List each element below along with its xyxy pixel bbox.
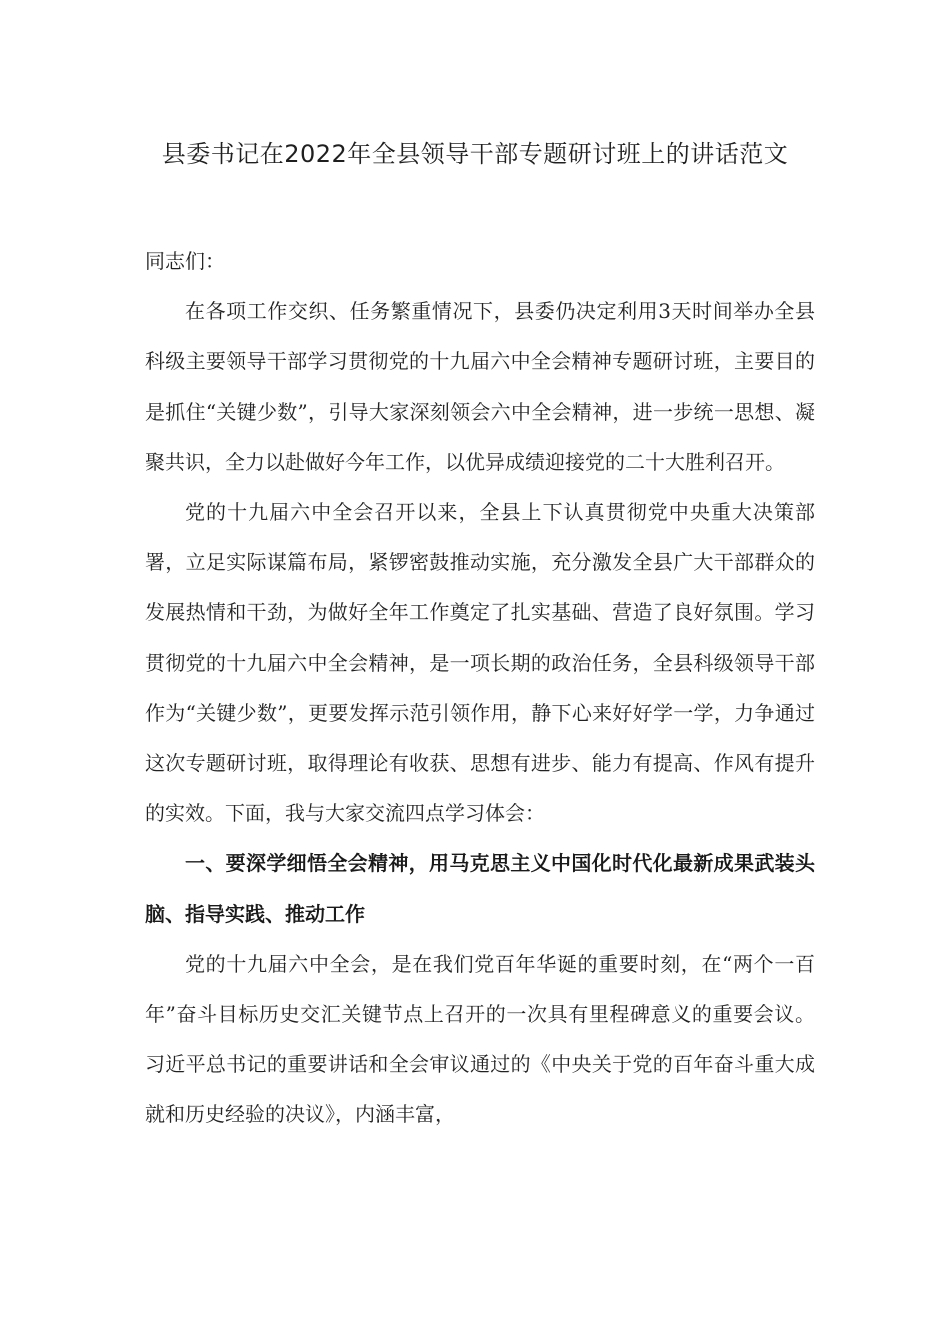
section-heading: 一、要深学细悟全会精神，用马克思主义中国化时代化最新成果武装头脑、指导实践、推动工作	[145, 851, 815, 926]
document-body	[145, 236, 815, 1140]
document-title: 县委书记在2022年全县领导干部专题研讨班上的讲话范文	[161, 140, 789, 168]
paragraph-2: 党的十九届六中全会召开以来，全县上下认真贯彻党中央重大决策部署，立足实际谋篇布局，紧锣密鼓推动实施，充分激发全县广大干部群众的发展热情和干劲，为做好全年工作奠定了扎实基础、营造了良好氛围。学习贯彻党的十九届六中全会精神，是一项长期的政治任务，全县科级领导干部作为“关键少数”，更要发挥示范引领作用，静下心来好好学一学，力争通过这次专题研讨班，取得理论有收获、思想有进步、能力有提高、作风有提升的实效。下面，我与大家交流四点学习体会：	[145, 500, 815, 826]
paragraph-1: 在各项工作交织、任务繁重情况下，县委仍决定利用3天时间举办全县科级主要领导干部学习贯彻党的十九届六中全会精神专题研讨班，主要目的是抓住“关键少数”，引导大家深刻领会六中全会精神，进一步统一思想、凝聚共识，全力以赴做好今年工作，以优异成绩迎接党的二十大胜利召开。	[145, 299, 815, 474]
section-paragraph: 党的十九届六中全会，是在我们党百年华诞的重要时刻，在“两个一百年”奋斗目标历史交汇关键节点上召开的一次具有里程碑意义的重要会议。习近平总书记的重要讲话和全会审议通过的《中央关于党的百年奋斗重大成就和历史经验的决议》，内涵丰富，	[145, 951, 815, 1127]
salutation: 同志们：	[145, 249, 225, 273]
